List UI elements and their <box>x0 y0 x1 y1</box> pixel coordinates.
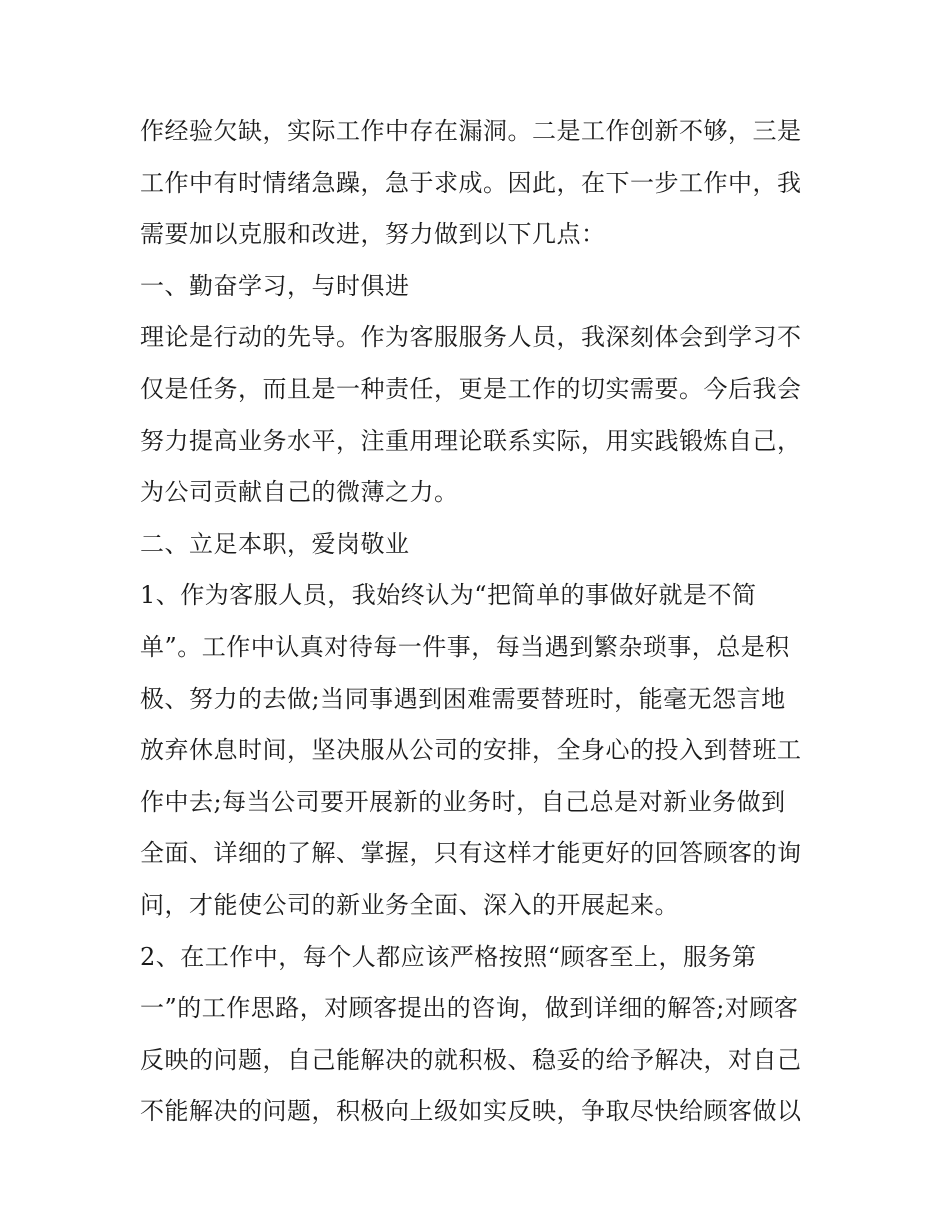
text-line: 作经验欠缺，实际工作中存在漏洞。二是工作创新不够，三是 <box>140 117 802 145</box>
text-line: 问，才能使公司的新业务全面、深入的开展起来。 <box>140 890 679 919</box>
text-line: 仅是任务，而且是一种责任，更是工作的切实需要。今后我会 <box>140 374 802 403</box>
text-line: 放弃休息时间，坚决服从公司的安排，全身心的投入到替班工 <box>140 736 802 765</box>
text-line: 工作中有时情绪急躁，急于求成。因此，在下一步工作中，我 <box>140 168 802 197</box>
text-line: 需要加以克服和改进，努力做到以下几点： <box>140 220 606 249</box>
text-line: 不能解决的问题，积极向上级如实反映，争取尽快给顾客做以 <box>140 1097 802 1126</box>
text-line: 努力提高业务水平，注重用理论联系实际，用实践锻炼自己， <box>140 426 802 455</box>
text-line: 2、在工作中，每个人都应该严格按照“顾客至上，服务第 <box>140 942 757 971</box>
text-line: 为公司贡献自己的微薄之力。 <box>140 478 459 507</box>
text-line: 理论是行动的先导。作为客服服务人员，我深刻体会到学习不 <box>140 323 802 352</box>
document-body <box>140 106 820 1138</box>
text-line: 1、作为客服人员，我始终认为“把简单的事做好就是不简 <box>140 581 757 610</box>
text-line: 单”。工作中认真对待每一件事，每当遇到繁杂琐事，总是积 <box>140 632 790 661</box>
text-line: 全面、详细的了解、掌握，只有这样才能更好的回答顾客的询 <box>140 839 802 868</box>
text-line: 一”的工作思路，对顾客提出的咨询，做到详细的解答;对顾客 <box>140 994 799 1023</box>
section-heading: 二、立足本职，爱岗敬业 <box>140 529 410 558</box>
text-line: 极、努力的去做;当同事遇到困难需要替班时，能毫无怨言地 <box>140 684 786 713</box>
text-line: 作中去;每当公司要开展新的业务时，自己总是对新业务做到 <box>140 787 786 816</box>
text-line: 反映的问题，自己能解决的就积极、稳妥的给予解决，对自己 <box>140 1045 802 1074</box>
section-heading: 一、勤奋学习，与时俱进 <box>140 271 410 300</box>
